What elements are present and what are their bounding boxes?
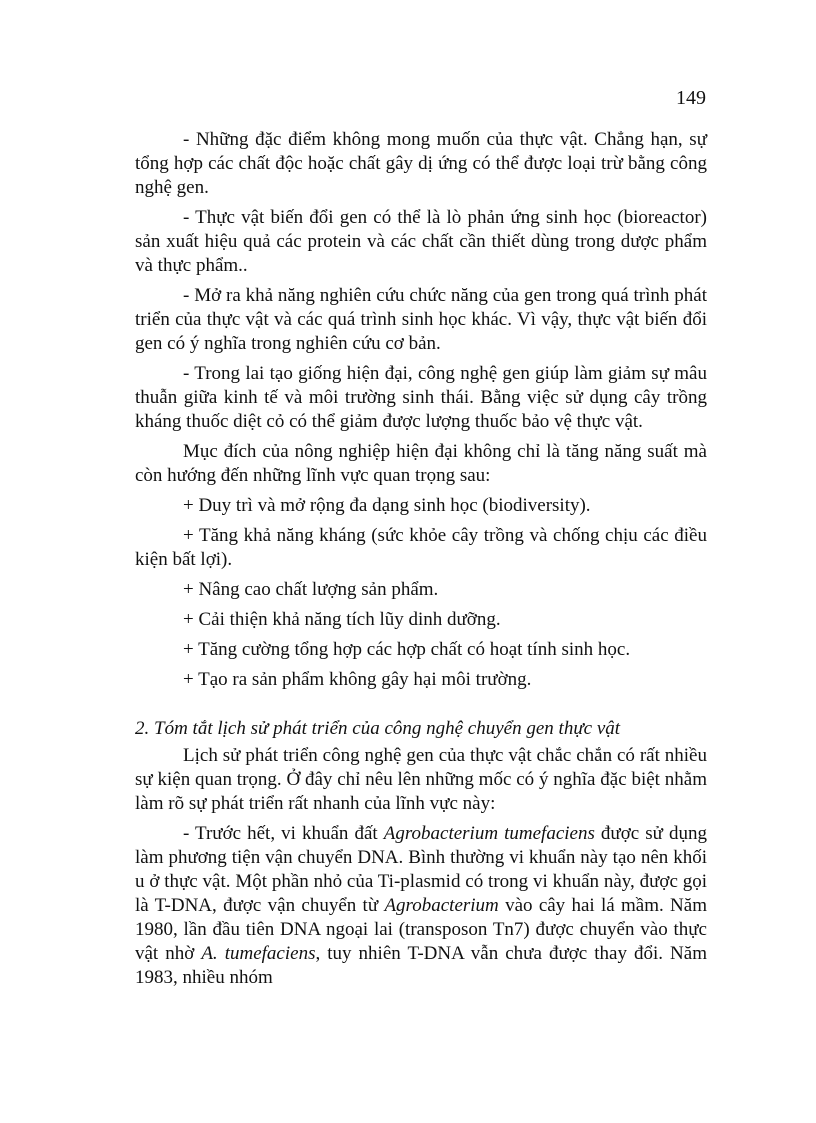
species-name-a-tumefaciens: A. tumefaciens — [201, 943, 316, 964]
paragraph-bioreactor: - Thực vật biến đổi gen có thể là lò phản ứng sinh học (bioreactor) sản xuất hiệu quả các protein và các chất cần thiết dùng trong dược phẩm và thực phẩm.. — [135, 207, 707, 276]
paragraph-gene-function: - Mở ra khả năng nghiên cứu chức năng của gen trong quá trình phát triển của thực vật và các quá trình sinh học khác. Vì vậy, thực vật biến đổi gen có ý nghĩa trong nghiên cứu cơ bản. — [135, 285, 707, 354]
goal-item: + Nâng cao chất lượng sản phẩm. — [183, 579, 439, 600]
paragraph-history-intro: Lịch sử phát triển công nghệ gen của thực vật chắc chắn có rất nhiều sự kiện quan trọng. Ở đây chỉ nêu lên những mốc có ý nghĩa đặc biệt nhằm làm rõ sự phát triển rất nhanh của lĩnh vực này: — [135, 745, 707, 814]
goal-item: + Duy trì và mở rộng đa dạng sinh học (biodiversity). — [183, 495, 591, 516]
goal-item: + Tăng cường tổng hợp các hợp chất có hoạt tính sinh học. — [183, 639, 631, 660]
history-text-1: - Trước hết, vi khuẩn đất — [183, 823, 384, 844]
paragraph-undesirable-traits: - Những đặc điểm không mong muốn của thực vật. Chẳng hạn, sự tổng hợp các chất độc hoặc chất gây dị ứng có thể được loại trừ bằng công nghệ gen. — [135, 129, 707, 198]
section-heading: 2. Tóm tắt lịch sử phát triển của công nghệ chuyển gen thực vật — [135, 718, 621, 739]
goal-item: + Tăng khả năng kháng (sức khỏe cây trồng và chống chịu các điều kiện bất lợi). — [135, 525, 707, 570]
goal-item: + Tạo ra sản phẩm không gây hại môi trường. — [183, 669, 532, 690]
paragraph-agrobacterium-history — [135, 822, 707, 990]
page-body — [135, 128, 707, 996]
genus-name-agrobacterium: Agrobacterium — [384, 895, 499, 916]
page-number: 149 — [676, 87, 706, 109]
history-text-3: vào cây hai lá mầm. Năm 1980, lần đầu tiên DNA ngoại lai (transposon Tn7) được chuyển vào thực vật nhờ — [135, 895, 707, 964]
paragraph-agriculture-goals: Mục đích của nông nghiệp hiện đại không chỉ là tăng năng suất mà còn hướng đến những lĩnh vực quan trọng sau: — [135, 441, 707, 486]
goal-item: + Cải thiện khả năng tích lũy dinh dưỡng. — [183, 609, 501, 630]
history-text-4: , tuy nhiên T-DNA vẫn chưa được thay đổi. Năm 1983, nhiều nhóm — [135, 943, 707, 988]
history-text-2: được sử dụng làm phương tiện vận chuyển DNA. Bình thường vi khuẩn này tạo nên khối u ở thực vật. Một phần nhỏ của Ti-plasmid có trong vi khuẩn này, được gọi là T-DNA, được vận chuyển từ — [135, 823, 707, 916]
species-name-agrobacterium-tumefaciens: Agrobacterium tumefaciens — [383, 823, 595, 844]
paragraph-breeding: - Trong lai tạo giống hiện đại, công nghệ gen giúp làm giảm sự mâu thuẫn giữa kinh tế và môi trường sinh thái. Bằng việc sử dụng cây trồng kháng thuốc diệt cỏ có thể giảm được lượng thuốc bảo vệ thực vật. — [135, 363, 707, 432]
